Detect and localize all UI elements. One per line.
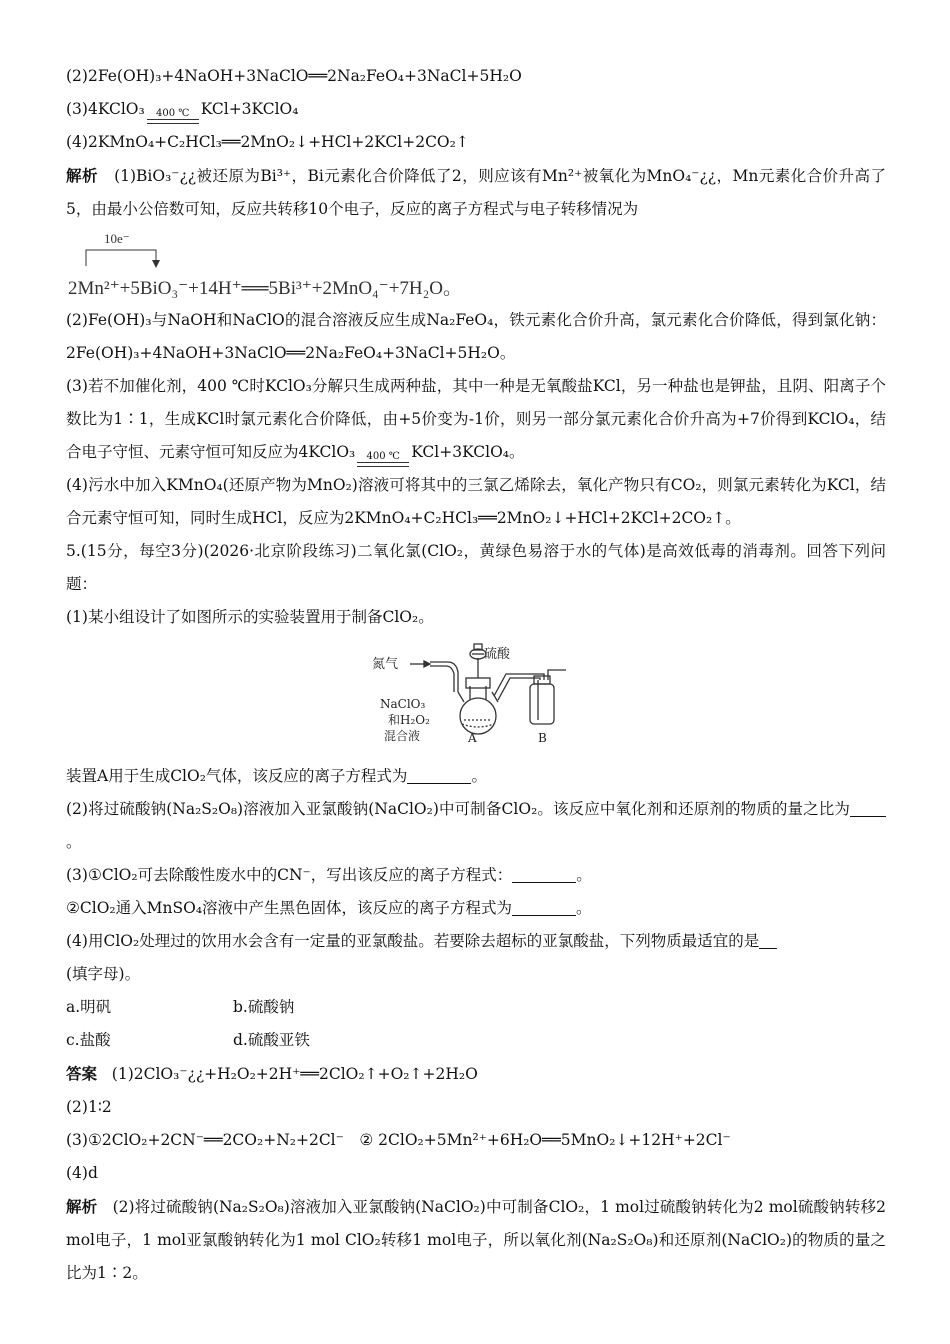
options-row-2 — [66, 1024, 886, 1057]
question-5-part-1b-text: 装置A用于生成ClO₂气体，该反应的离子方程式为 — [66, 767, 408, 785]
answer-part-3: (3)①2ClO₂+2CN⁻══2CO₂+N₂+2Cl⁻ ② 2ClO₂+5Mn²⁺+6H₂O══5MnO₂↓+12H⁺+2Cl⁻ — [66, 1131, 731, 1149]
question-5-part-3a-end: 。 — [576, 866, 592, 884]
option-b: b.硫酸钠 — [233, 998, 295, 1016]
options-row-1 — [66, 991, 886, 1024]
sulfuric-acid-label: 硫酸 — [484, 647, 511, 662]
question-5-part-4-tail: (填字母)。 — [66, 965, 141, 983]
answer-line-3 — [66, 93, 886, 126]
nitrogen-label: 氮气 — [372, 657, 399, 672]
question-5-part-3a-text: (3)①ClO₂可去除酸性废水中的CN⁻，写出该反应的离子方程式： — [66, 866, 513, 884]
electron-count-label: 10e⁻ — [104, 231, 130, 246]
reaction-condition — [147, 108, 199, 124]
analysis-text-1: (1)BiO₃⁻¿¿被还原为Bi³⁺，Bi元素化合价降低了2，则应该有Mn²⁺被氧化为MnO₄⁻¿¿，Mn元素化合价升高了5，由最小公倍数可知，反应共转移10个电子，反应的离子方程式与电子转移情况为 — [66, 167, 886, 218]
mixture-label-1: NaClO₃ — [380, 697, 426, 711]
question-5-part-2-text: (2)将过硫酸钠(Na₂S₂O₈)溶液加入亚氯酸钠(NaClO₂)中可制备ClO₂。该反应中氧化剂和还原剂的物质的量之比为 — [66, 800, 850, 818]
apparatus-b-label: B — [538, 731, 547, 745]
analysis-paragraph-4: (4)污水中加入KMnO₄(还原产物为MnO₂)溶液可将其中的三氯乙烯除去，氧化产物只有CO₂，则氯元素转化为KCl，结合元素守恒可知，同时生成HCl，反应为2KMnO₄+C₂HCl₃══2MnO₂↓+HCl+2KCl+2CO₂↑。 — [66, 476, 886, 527]
question-5-part-1b-end: 。 — [471, 767, 487, 785]
answer-part-1-text: (1)2ClO₃⁻¿¿+H₂O₂+2H⁺══2ClO₂↑+O₂↑+2H₂O — [111, 1065, 478, 1083]
reaction-condition-2-text: 400 ℃ — [366, 451, 400, 462]
electron-transfer-arrow — [66, 230, 526, 270]
document-page — [66, 60, 886, 1290]
analysis-2-label: 解析 — [66, 1197, 98, 1216]
electron-transfer-diagram — [66, 230, 886, 304]
answer-part-1 — [66, 1057, 886, 1091]
answer-line-2: (2)2Fe(OH)₃+4NaOH+3NaClO══2Na₂FeO₄+3NaCl+5H₂O — [66, 67, 522, 85]
question-5-part-3b-text: ②ClO₂通入MnSO₄溶液中产生黑色固体，该反应的离子方程式为 — [66, 899, 513, 917]
analysis-paragraph-2: (2)Fe(OH)₃与NaOH和NaClO的混合溶液反应生成Na₂FeO₄，铁元素化合价升高，氯元素化合价降低，得到氯化钠：2Fe(OH)₃+4NaOH+3NaClO══2Na₂FeO₄+3NaCl+5H₂O。 — [66, 311, 886, 362]
equals-bar — [147, 119, 199, 124]
analysis-label: 解析 — [66, 166, 98, 185]
question-5-part-4-text: (4)用ClO₂处理过的饮用水会含有一定量的亚氯酸盐。若要除去超标的亚氯酸盐，下列物质最适宜的是 — [66, 932, 760, 950]
answer-line-3-pre: (3)4KClO₃ — [66, 100, 145, 118]
ionic-equation — [68, 272, 462, 305]
answer-blank-1[interactable] — [407, 765, 471, 784]
question-5-part-1: (1)某小组设计了如图所示的实验装置用于制备ClO₂。 — [66, 608, 434, 626]
question-5-part-3b — [66, 892, 886, 925]
answer-blank-3a[interactable] — [512, 864, 576, 883]
ionic-equation-end: 。 — [443, 278, 463, 299]
answer-label: 答案 — [66, 1064, 98, 1083]
option-d: d.硫酸亚铁 — [233, 1031, 310, 1049]
question-5-part-2 — [66, 793, 886, 859]
question-5-part-2-end: 。 — [66, 833, 82, 851]
question-5-part-4 — [66, 925, 886, 991]
mixture-label-3: 混合液 — [384, 729, 421, 743]
answer-part-4: (4)d — [66, 1164, 98, 1182]
analysis-2-text: (2)将过硫酸钠(Na₂S₂O₈)溶液加入亚氯酸钠(NaClO₂)中可制备ClO₂，1 mol过硫酸钠转化为2 mol硫酸钠转移2 mol电子，1 mol亚氯酸钠转化为1 mol ClO₂转移1 mol电子，所以氧化剂(Na₂S₂O₈)和还原剂(NaClO₂)的物质的量之比为1∶2。 — [66, 1198, 886, 1282]
question-5-part-3a — [66, 859, 886, 892]
reaction-condition-text: 400 ℃ — [155, 108, 190, 119]
apparatus-a-label: A — [468, 731, 477, 745]
analysis-paragraph-3 — [66, 370, 886, 469]
answer-line-4: (4)2KMnO₄+C₂HCl₃══2MnO₂↓+HCl+2KCl+2CO₂↑ — [66, 133, 469, 151]
answer-blank-2[interactable] — [850, 798, 886, 817]
option-c: c.盐酸 — [66, 1031, 111, 1049]
answer-line-3-post: KCl+3KClO₄ — [200, 100, 299, 118]
question-5-part-3b-end: 。 — [576, 899, 592, 917]
apparatus-figure — [66, 640, 886, 758]
mixture-label-2: 和H₂O₂ — [388, 713, 430, 727]
question-5-stem: 5.(15分，每空3分)(2026·北京阶段练习)二氧化氯(ClO₂，黄绿色易溶于水的气体)是高效低毒的消毒剂。回答下列问题： — [66, 542, 886, 593]
analysis-2-paragraph — [66, 1190, 886, 1290]
analysis-paragraph-3-text: (3)若不加催化剂，400 ℃时KClO₃分解只生成两种盐，其中一种是无氧酸盐KCl，另一种盐也是钾盐，且阴、阳离子个数比为1∶1，生成KCl时氯元素化合价降低，由+5价变为-1价，则另一部分氯元素化合价升高为+7价得到KClO₄，结合电子守恒、元素守恒可知反应为4KClO₃ — [66, 377, 886, 461]
equals-bar-2 — [357, 462, 409, 467]
option-a: a.明矾 — [66, 998, 112, 1016]
apparatus-diagram — [366, 640, 656, 758]
ionic-equation-text: 2Mn²⁺+5BiO₃⁻+14H⁺══5Bi³⁺+2MnO₄⁻+7H₂O — [68, 278, 443, 299]
analysis-paragraph-1 — [66, 159, 886, 226]
analysis-paragraph-3-post: KCl+3KClO₄。 — [411, 443, 525, 461]
question-5-part-1b — [66, 760, 886, 793]
reaction-condition-2 — [357, 451, 409, 467]
answer-blank-3b[interactable] — [512, 897, 576, 916]
answer-blank-4[interactable] — [759, 930, 777, 949]
answer-part-2: (2)1∶2 — [66, 1098, 112, 1116]
